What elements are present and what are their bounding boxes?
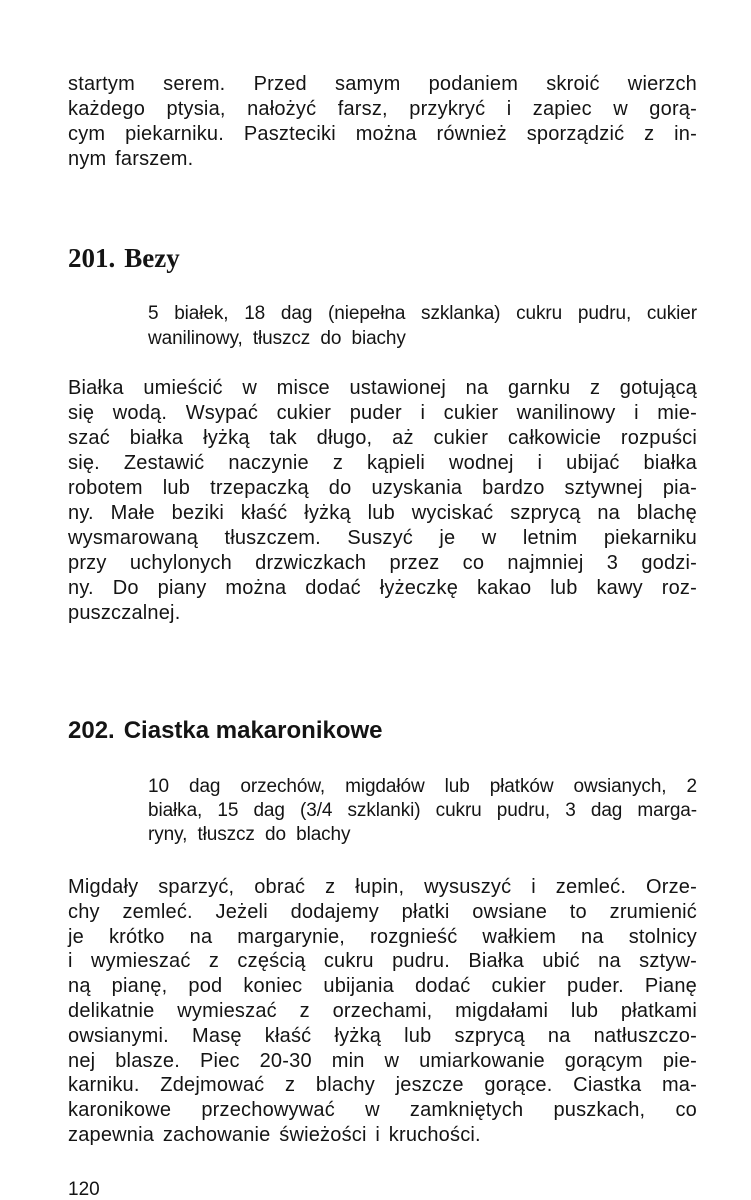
method-line: przy uchylonych drzwiczkach przez co najmniej 3 godzi- xyxy=(68,552,697,574)
page-number: 120 xyxy=(68,1179,100,1200)
method-line: i wymieszać z częścią cukru pudru. Białka ubić na sztyw- xyxy=(68,950,697,973)
method-line: owsianymi. Masę kłaść łyżką lub szprycą na natłuszczo- xyxy=(68,1024,697,1047)
text-line: nym farszem. xyxy=(68,148,194,170)
method-line: ny. Do piany można dodać łyżeczkę kakao lub kawy roz- xyxy=(68,577,697,599)
method-line: je krótko na margarynie, rozgnieść wałkiem na stolnicy xyxy=(68,925,697,948)
method-line: się. Zestawić naczynie z kąpieli wodnej i ubijać białka xyxy=(68,452,697,474)
ingredient-line: ryny, tłuszcz do blachy xyxy=(148,824,351,845)
recipe-heading-201 xyxy=(68,241,180,275)
method-line: delikatnie wymieszać z orzechami, migdałami lub płatkami xyxy=(68,999,697,1022)
method-line: się wodą. Wsypać cukier puder i cukier wanilinowy i mie- xyxy=(68,402,697,424)
recipe-number: 201. xyxy=(68,243,116,273)
ingredients-list xyxy=(148,301,697,351)
method-line: ny. Małe beziki kłaść łyżką lub wyciskać szprycą na blachę xyxy=(68,502,697,524)
method-line: wysmarowaną tłuszczem. Suszyć je w letnim piekarniku xyxy=(68,527,697,549)
method-line: Migdały sparzyć, obrać z łupin, wysuszyć i zemleć. Orze- xyxy=(68,876,697,898)
method-line: zapewnia zachowanie świeżości i kruchości. xyxy=(68,1123,481,1146)
recipe-title: Ciastka makaronikowe xyxy=(123,717,383,744)
ingredients-list xyxy=(148,775,697,847)
recipe-number: 202. xyxy=(68,717,115,744)
method-paragraph xyxy=(68,376,697,626)
method-line: nej blasze. Piec 20-30 min w umiarkowanie gorącym pie- xyxy=(68,1049,697,1072)
method-line: szać białka łyżką tak długo, aż cukier całkowicie rozpuści xyxy=(68,427,697,449)
recipe-title: Bezy xyxy=(124,243,180,273)
method-line: Białka umieścić w misce ustawionej na garnku z gotującą xyxy=(68,377,697,399)
text-line: każdego ptysia, nałożyć farsz, przykryć i zapiec w gorą- xyxy=(68,98,697,120)
method-line: karonikowe przechowywać w zamkniętych puszkach, co xyxy=(68,1099,697,1122)
recipe-heading-202 xyxy=(68,716,383,746)
ingredient-line: białka, 15 dag (3/4 szklanki) cukru pudru, 3 dag marga- xyxy=(148,800,697,821)
ingredient-line: 5 białek, 18 dag (niepełna szklanka) cukru pudru, cukier xyxy=(148,303,697,324)
ingredient-line: wanilinowy, tłuszcz do biachy xyxy=(148,328,406,349)
text-line: startym serem. Przed samym podaniem skroić wierzch xyxy=(68,73,697,95)
ingredient-line: 10 dag orzechów, migdałów lub płatków owsianych, 2 xyxy=(148,776,697,797)
method-line: robotem lub trzepaczką do uzyskania bardzo sztywnej pia- xyxy=(68,477,697,499)
continuation-paragraph xyxy=(68,72,697,172)
method-line: puszczalnej. xyxy=(68,602,181,624)
method-paragraph xyxy=(68,875,697,1148)
method-line: chy zemleć. Jeżeli dodajemy płatki owsiane to zrumienić xyxy=(68,900,697,923)
method-line: ną pianę, pod koniec ubijania dodać cukier puder. Pianę xyxy=(68,975,697,998)
text-line: cym piekarniku. Paszteciki można również sporządzić z in- xyxy=(68,123,697,145)
method-line: karniku. Zdejmować z blachy jeszcze gorące. Ciastka ma- xyxy=(68,1074,697,1097)
